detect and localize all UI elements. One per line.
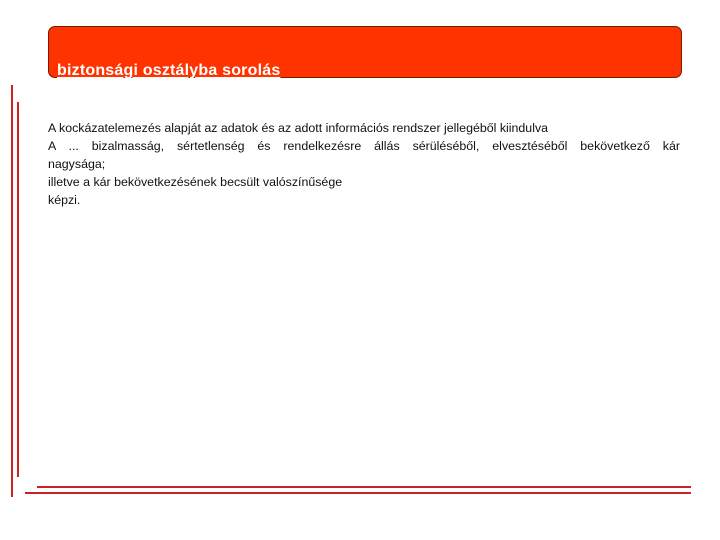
decorative-vertical-line-right bbox=[17, 102, 19, 477]
body-line-1: A kockázatelemezés alapját az adatok és az adott információs rendszer jellegéből kiindulva bbox=[48, 121, 549, 135]
decorative-horizontal-line-upper bbox=[37, 486, 691, 488]
decorative-vertical-line-left bbox=[11, 85, 13, 497]
body-line-5: képzi. bbox=[48, 193, 81, 207]
body-line-2: A ... bizalmasság, sértetlenség és rendelkezésre állás sérüléséből, elvesztéséből bekövetkező kár bbox=[48, 139, 680, 153]
body-line-3: nagysága; bbox=[48, 157, 106, 171]
slide-title: biztonsági osztályba sorolás bbox=[57, 62, 281, 79]
decorative-horizontal-line-lower bbox=[25, 492, 691, 494]
body-line-4: illetve a kár bekövetkezésének becsült valószínűsége bbox=[48, 175, 343, 189]
title-banner bbox=[48, 26, 682, 78]
slide-body bbox=[48, 119, 680, 209]
